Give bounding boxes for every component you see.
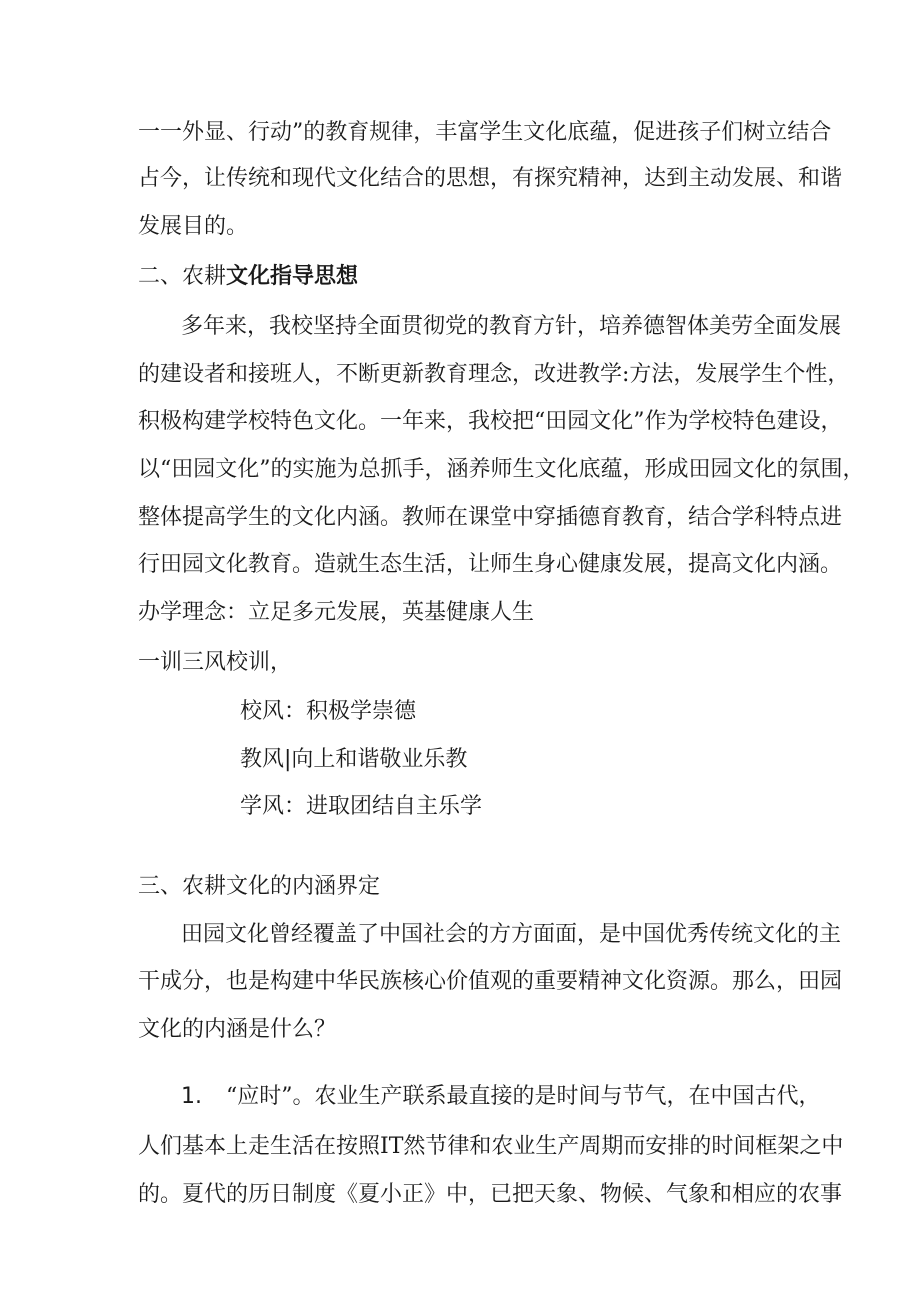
list-item-line: 的。夏代的历日制度《夏小正》中，已把天象、物候、气象和相应的农事 [138, 1182, 843, 1207]
school-philosophy: 办学理念：立足多元发展，英基健康人生 [138, 600, 535, 625]
heading-prefix: 二、农耕 [138, 264, 227, 289]
paragraph-line: 占今，让传统和现代文化结合的思想，有探究精神，达到主动发展、和谐 [138, 166, 843, 191]
list-item-line: 人们基本上走生活在按照IT然节律和农业生产周期而安排的时间框架之中 [138, 1134, 844, 1159]
list-item-line: “应时”。农业生产联系最直接的是时间与节气，在中国古代， [226, 1084, 821, 1109]
paragraph-line: 行田园文化教育。造就生态生活，让师生身心健康发展，提高文化内涵。 [138, 552, 843, 577]
paragraph-line: 以“田园文化”的实施为总抓手，涵养师生文化底蕴，形成田园文化的氛围， [138, 457, 865, 482]
paragraph-line: 田园文化曾经覆盖了中国社会的方方面面，是中国优秀传统文化的主 [181, 922, 842, 947]
training-title: 一训三风校训， [138, 650, 293, 675]
paragraph-line: 多年来，我校坚持全面贯彻党的教育方针，培养德智体美劳全面发展 [181, 314, 842, 339]
paragraph-line: 发展目的。 [138, 214, 249, 239]
teaching-style: 教风|向上和谐敬业乐教 [240, 747, 468, 772]
paragraph-line: 的建设者和接班人，不断更新教育理念，改进教学:方法，发展学生个性， [138, 362, 850, 387]
paragraph-line: 文化的内涵是什么？ [138, 1017, 337, 1042]
paragraph-line: 积极构建学校特色文化。一年来，我校把“田园文化”作为学校特色建设， [138, 409, 843, 434]
heading-title: 文化指导思想 [226, 264, 359, 289]
section-heading-3: 三、农耕文化的内涵界定 [138, 874, 381, 899]
school-style: 校风：积极学崇德 [240, 699, 417, 724]
paragraph-line: 干成分，也是构建中华民族核心价值观的重要精神文化资源。那么，田园 [138, 969, 843, 994]
study-style: 学风：进取团结自主乐学 [240, 794, 483, 819]
paragraph-line: 一一外显、行动”的教育规律，丰富学生文化底蕴，促进孩子们树立结合 [138, 120, 832, 145]
list-number: 1. [181, 1084, 202, 1109]
paragraph-line: 整体提高学生的文化内涵。教师在课堂中穿插德育教育，结合学科特点进 [138, 505, 843, 530]
section-heading-2 [138, 262, 798, 292]
